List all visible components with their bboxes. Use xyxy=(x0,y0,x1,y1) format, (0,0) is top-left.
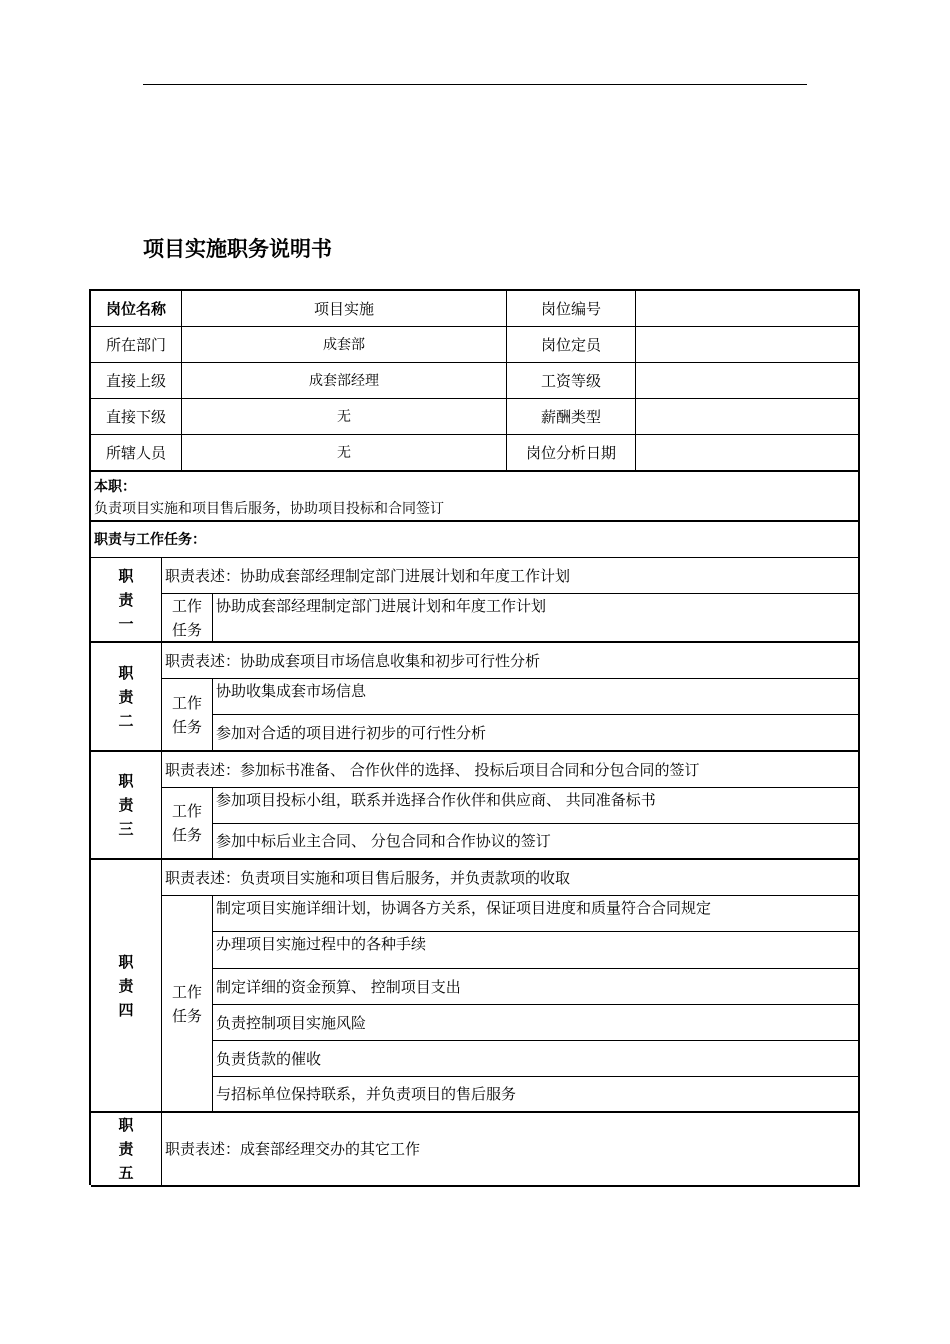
duty-label: 职 责 二 xyxy=(91,643,162,752)
info-label-cell: 直接上级 xyxy=(91,363,182,399)
info-label-cell: 岗位编号 xyxy=(507,291,636,327)
duty-label: 职 责 四 xyxy=(91,860,162,1113)
task-item: 协助成套部经理制定部门进展计划和年度工作计划 xyxy=(213,594,860,643)
info-label-cell: 岗位分析日期 xyxy=(507,435,636,472)
info-value-cell: 成套部经理 xyxy=(182,363,507,399)
duty-statement: 职责表述：成套部经理交办的其它工作 xyxy=(162,1113,860,1187)
task-item: 参加中标后业主合同、 分包合同和合作协议的签订 xyxy=(213,824,860,860)
task-label: 工作 任务 xyxy=(162,788,213,860)
info-value-cell xyxy=(636,363,860,399)
info-value-cell: 无 xyxy=(182,399,507,435)
role-heading: 本职： xyxy=(94,479,136,495)
header-rule xyxy=(143,84,807,85)
duty-label: 职 责 一 xyxy=(91,558,162,643)
info-label-cell: 工资等级 xyxy=(507,363,636,399)
info-value-cell xyxy=(636,327,860,363)
duty-statement: 职责表述：协助成套项目市场信息收集和初步可行性分析 xyxy=(162,643,860,679)
task-label: 工作 任务 xyxy=(162,896,213,1113)
task-item: 办理项目实施过程中的各种手续 xyxy=(213,932,860,969)
task-item: 与招标单位保持联系，并负责项目的售后服务 xyxy=(213,1077,860,1113)
duty-statement: 职责表述：参加标书准备、 合作伙伴的选择、 投标后项目合同和分包合同的签订 xyxy=(162,752,860,788)
task-item: 制定项目实施详细计划，协调各方关系，保证项目进度和质量符合合同规定 xyxy=(213,896,860,932)
duties-heading: 职责与工作任务： xyxy=(91,522,860,558)
job-description-table xyxy=(89,289,860,1185)
info-label-cell: 岗位名称 xyxy=(91,291,182,327)
duty-label: 职 责 三 xyxy=(91,752,162,860)
task-item: 参加对合适的项目进行初步的可行性分析 xyxy=(213,715,860,752)
info-label-cell: 所辖人员 xyxy=(91,435,182,472)
page-title: 项目实施职务说明书 xyxy=(143,237,332,261)
task-item: 协助收集成套市场信息 xyxy=(213,679,860,715)
task-item: 制定详细的资金预算、 控制项目支出 xyxy=(213,969,860,1005)
task-label: 工作 任务 xyxy=(162,679,213,752)
info-value-cell: 无 xyxy=(182,435,507,472)
info-value-cell xyxy=(636,399,860,435)
task-item: 负责控制项目实施风险 xyxy=(213,1005,860,1041)
info-value-cell: 项目实施 xyxy=(182,291,507,327)
info-label-cell: 薪酬类型 xyxy=(507,399,636,435)
task-item: 参加项目投标小组，联系并选择合作伙伴和供应商、 共同准备标书 xyxy=(213,788,860,824)
task-item: 负责货款的催收 xyxy=(213,1041,860,1077)
role-section xyxy=(91,472,860,522)
info-label-cell: 直接下级 xyxy=(91,399,182,435)
info-value-cell xyxy=(636,435,860,472)
info-value-cell xyxy=(636,291,860,327)
task-label: 工作 任务 xyxy=(162,594,213,643)
duty-label: 职 责 五 xyxy=(91,1113,162,1187)
info-label-cell: 所在部门 xyxy=(91,327,182,363)
info-label-cell: 岗位定员 xyxy=(507,327,636,363)
role-text: 负责项目实施和项目售后服务，协助项目投标和合同签订 xyxy=(94,501,444,517)
duty-statement: 职责表述：负责项目实施和项目售后服务，并负责款项的收取 xyxy=(162,860,860,896)
info-value-cell: 成套部 xyxy=(182,327,507,363)
duty-statement: 职责表述：协助成套部经理制定部门进展计划和年度工作计划 xyxy=(162,558,860,594)
